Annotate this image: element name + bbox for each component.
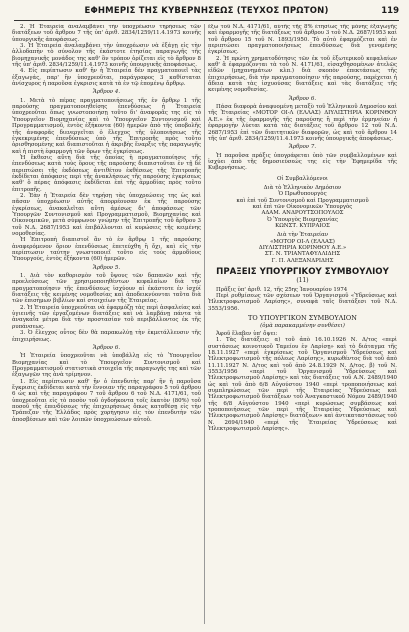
article-heading: Ἄρθρον 6. xyxy=(92,344,121,351)
signature-line: καὶ ἐπὶ τοῦ Συντονισμοῦ καὶ Προγραμματισμοῦ xyxy=(236,197,369,204)
right-column xyxy=(208,24,397,628)
signatory-name: Γ. Π. ΑΛΕΞΑΝΔΡΙΔΗΣ xyxy=(271,257,334,264)
page-number: 119 xyxy=(381,6,399,16)
paragraph: 1. Εἰς περίπτωσιν καθ' ἣν ὁ ἐπενδυτὴς παρ' ἣν ἡ παροῦσα ἔγκρισις ἐκδίδεται κατὰ τὴν ἔννοιαν τῆς παραγράφου 5 τοῦ ἄρθρου 6 ὡς καὶ τῆς παραγράφου 7 τοῦ ἄρθρου 6 τοῦ Ν.Δ. 4171/61, τοῦ ὑποχρεοῦται εἰς τὸ ποσὸν τοῦ ὀγδοήκοντα τοῖς ἑκατὸν (80%) τοῦ ποσοῦ τῆς ἐπενδύσεως τῆς ἐπιχειρήσεως ὅπως καταθέσῃ εἰς τὴν Τράπεζαν τῆς Ἑλλάδος πρὸς χορήγησιν εἰς τὸν ἐπενδυτὴν τῶν ἀποσβέσεων καὶ τῶν λοιπῶν ὑποχρεώσεων αὐτοῦ. xyxy=(12,378,201,423)
paragraph: Ἀφοῦ ἔλαβεν ὑπ' ὄψει: xyxy=(216,330,278,337)
section-number: (11) xyxy=(296,277,309,285)
paragraph: Ἡ Ἐπιτροπὴ διαπιστοῖ ἂν τὸ ἐν ἄρθρῳ 1 τῆς παρούσης ἀναφερόμενον ὅριον ἐπενδύσεως ἐπετεύχθη ἢ ὄχι, καὶ εἰς τὴν περίπτωσιν ταύτην γνωστοποιεῖ τοῦτο εἰς τοὺς ἁρμοδίους Ὑπουργούς, ἐντὸς ἑξήκοντα (60) ἡμερῶν. xyxy=(12,237,201,263)
paragraph: Πρᾶξις ὑπ' ἀριθ. 12, τῆς 25ης Ἰανουαρίου 1974 xyxy=(216,286,348,293)
page-header xyxy=(14,6,399,21)
paragraph: Περὶ ρυθμίσεως τῶν σχέσεων τοῦ Ὀργανισμοῦ «Ὑδρεύσεως καὶ Ἠλεκτροφωτισμοῦ Λαρίσης», συναφὰ ταῖς διατάξεσι τοῦ Ν.Δ. 3553/1956. xyxy=(208,293,397,312)
signatories-heading: Οἱ Συμβαλλόμενοι xyxy=(276,175,329,182)
signatory-name: ΣΤ. Ν. ΤΡΙΑΝΤΑΦΥΛΛΙΔΗΣ xyxy=(264,251,341,258)
signatory-name: ΑΔΑΜ. ΑΝΔΡΟΥΤΣΟΠΟΥΛΟΣ xyxy=(261,210,344,217)
paragraph: 2. Ἡ Ἑταιρεία ὑποχρεοῦται νὰ ἐφαρμόζῃ τὰς περὶ ἀσφαλείας καὶ ὑγιεινῆς τῶν ἐργαζομένων διατάξεις καὶ νὰ λαμβάνῃ πάντα τὰ ἀναγκαῖα μέτρα διὰ τὴν προστασίαν τοῦ περιβάλλοντος ἐκ τῆς ρυπάνσεως. xyxy=(12,304,201,330)
column-divider xyxy=(204,24,205,624)
paragraph: Ἡ ἔκθεσις αὕτη διὰ τῆς ὁποίας ἡ πραγματοποίησις τῆς ἐπενδύσεως κατὰ τοὺς ὅρους τῆς παρούσης διαπιστοῦται ἐν τῇ δὲ περιπτώσει τῆς ἐκδόσεως ἀντιθέτου ἐκθέσεως τῆς Ἐπιτροπῆς ἐκδίδεται ἀπόφασις περὶ τῆς ἀνακλήσεως τῆς παρούσης ἐγκρίσεως καθ' ὃ πέρας ἀπόφασις ἐκδίδεται ἐπὶ τῆς ἀρμοδίας πρὸς τοῦτο ἐπιτροπῆς. xyxy=(12,154,201,193)
article-heading: Ἄρθρον 4. xyxy=(92,89,121,96)
paragraph: 4. Εἰς περίπτωσιν καθ' ἣν ἡ Ἑταιρεία δὲν πραγματοποιεῖ τὰς ἐξαγωγάς, παρ' ἣν ὑποχρεοῦται, παράγραφος 3 καθίσταται ἀνίσχυρος ἡ παροῦσα ἐγκρισις κατὰ τὰ ἐν τῷ ἐπομένῳ ἄρθρῳ. xyxy=(12,68,201,88)
board-subheading: (ὁμὰ παρακαμμένην συνθέσει) xyxy=(260,322,345,329)
paragraph: 1. Μετὰ τὸ πέρας πραγματοποιήσεως τῆς ἐν ἄρθρῳ 1 τῆς παρούσης πραγματοποιηθείσης ἐπενδύσεως ἡ Ἑταιρεία ὑποχρεοῦται ὅπως γνωστοποιήσῃ τοῦτο δι' ἀναφορᾶς της εἰς τὸ Ὑπουργεῖον Βιομηχανίας καὶ τὸ Ὑπουργεῖον Συντονισμοῦ καὶ Προγραμματισμοῦ, ἐντὸς ἑξήκοντα (60) ἡμερῶν ἀπὸ τῆς ὑποβολῆς τῆς ἀναφορᾶς διενεργεῖται ὁ ἔλεγχος τῆς ὑλοποιήσεως τῆς ἐγκεκριμένης ἐπενδύσεως ὑπὸ τῆς Ἐπιτροπῆς πρὸς τοῦτο ὁρισθησομένης καὶ διαπιστοῦται ἡ ἀκριβὴς ἔναρξις τῆς παραγωγῆς καὶ ἡ πιστὴ ἐφαρμογὴ τῶν ὅρων τῆς ἐγκρίσεως. xyxy=(12,97,201,155)
signature-line: Ὁ Ὑπουργὸς Βιομηχανίας xyxy=(267,216,338,223)
paragraph: Ἡ παροῦσα πράξις ὑπογράφεται ὑπὸ τῶν συμβαλλομένων καὶ ἰσχύει ἀπὸ τῆς δημοσιεύσεώς της εἰς τὴν Ἐφημερίδα τῆς Κυβερνήσεως. xyxy=(208,152,397,172)
signature-line: «ΜΟΤΟΡ ΟΙ-Λ (ΕΛΛΑΣ) xyxy=(270,238,335,245)
signature-line: καὶ ἐπὶ τῶν Οἰκονομικῶν Ὑπουργὸς xyxy=(252,203,353,210)
paragraph: 3. Ἡ Ἑταιρεία ἀναλαμβάνει τὴν ὑποχρέωσιν νὰ ἐξάγῃ εἰς τὴν ἀλλοδαπὴν τὸ σύνολον τῆς ἐκάστοτε ἐτησίας παραγωγῆς τῆς βιομηχανικῆς μονάδος της καθ' ὃν τρόπον ὁρίζεται εἰς τὸ ἄρθρον 8 τῆς ὑπ' ἀριθ. 2834/1259/11.4.1973 κοινῆς ὑπουργικῆς ἀποφάσεως. xyxy=(12,43,201,69)
paragraph: 2. Ἐὰν ἡ Ἑταιρεία δὲν τηρήσῃ τὰς ὑποχρεώσεις της ὡς καὶ πᾶσαν ὑποχρέωσιν αὐτῆς ἀπορρέουσαν ἐκ τῆς παρούσης ἐγκρίσεως, ἀνακαλεῖται αὕτη ἀμέσως δι' ἀποφάσεως τῶν Ὑπουργῶν Συντονισμοῦ καὶ Προγραμματισμοῦ, Βιομηχανίας καὶ Οἰκονομικῶν, μετὰ σύμφωνον γνώμην τῆς Ἐπιτροπῆς τοῦ ἄρθρου 3 τοῦ Ν.Δ. 2687/1953 καὶ ἐπιβάλλονται αἱ κυρώσεις τῆς κειμένης νομοθεσίας. xyxy=(12,192,201,237)
paragraph: Ἡ Ἑταιρεία ὑποχρεοῦται νὰ ὑποβάλλῃ εἰς τὸ Ὑπουργεῖον Βιομηχανίας καὶ τὸ Ὑπουργεῖον Συντονισμοῦ καὶ Προγραμματισμοῦ στατιστικὰ στοιχεῖα τῆς παραγωγῆς της καὶ τῶν ἐξαγωγῶν της ἀνὰ τρίμηνον. xyxy=(12,353,201,379)
gazette-title: ΕΦΗΜΕΡΙΣ ΤΗΣ ΚΥΒΕΡΝΗΣΕΩΣ (ΤΕΥΧΟΣ ΠΡΩΤΟΝ) xyxy=(84,6,329,16)
signature-line: Διὰ τὸ Ἑλληνικὸν Δημόσιον xyxy=(263,184,342,191)
signature-line: ΔΙΥΛΙΣΤΗΡΙΑ ΚΟΡΙΝΘΟΥ Α.Ε.» xyxy=(258,245,347,251)
paragraph: 2. Ἡ Ἑταιρεία ἀναλαμβάνει τὴν ὑποχρέωσιν τηρήσεως τῶν διατάξεων τοῦ ἄρθρου 7 τῆς ὑπ' ἀριθ. 2834/1259/11.4.1973 κοινῆς ὑπουργικῆς ἀποφάσεως. xyxy=(12,24,201,43)
paragraph: 1. Διὰ τὸν καθορισμὸν τοῦ ὕψους τῶν δαπανῶν καὶ τῆς προελεύσεως τῶν χρησιμοποιηθέντων κεφαλαίων διὰ τὴν πραγματοποίησιν τῆς ἐπενδύσεως ἰσχύουν αἱ ἐκάστοτε ἐν ἰσχύϊ διατάξεις τῆς κειμένης νομοθεσίας καὶ ἀποδεικνύονται ταῦτα διὰ τῶν ἐπισήμων βιβλίων καὶ στοιχείων τῆς Ἑταιρείας. xyxy=(12,273,201,305)
signature-line: Διὰ τὴν Ἑταιρείαν xyxy=(276,232,329,239)
article-heading: Ἄρθρον 7. xyxy=(288,144,317,151)
paragraph: 3. Ὁ ἔλεγχος οὗτος δὲν θὰ παρακωλύῃ τὴν ἐκμετάλλευσιν τῆς ἐπιχειρήσεως. xyxy=(12,330,201,343)
section-title: ΠΡΑΞΕΙΣ ΥΠΟΥΡΓΙΚΟΥ ΣΥΜΒΟΥΛΙΟΥ xyxy=(216,267,389,278)
paragraph: Πάσα διαφορὰ ἀναφυομένη μεταξὺ τοῦ Ἑλληνικοῦ Δημοσίου καὶ τῆς Ἑταιρείας «ΜΟΤΟΡ ΟΙ-Λ (ΕΛΛΑΣ) ΔΙΥΛΙΣΤΗΡΙΑ ΚΟΡΙΝΘΟΥ Α.Ε.» ἐκ τῆς ἐφαρμογῆς τῆς παρούσης ἢ περὶ τὴν ἑρμηνείαν ἡ ἐφαρμογὴν λύεται κατὰ τὰς διατάξεις τοῦ ἄρθρου 12 τοῦ Ν.Δ. 2687/1953 ἐπὶ τῶν διαιτητικῶν διαφορῶν, ὡς καὶ τοῦ ἄρθρου 14 τῆς ὑπ' ἀριθ. 2834/1259/11.4.1973 κοινῆς ὑπουργικῆς ἀποφάσεως. xyxy=(208,104,397,142)
paragraph: 2. Ἡ πρώτη χρηματοδότησις τῶν ἐκ τοῦ ἐξωτερικοῦ κεφαλαίων καθ' ἃ ἐφαρμόζονται τὰ τοῦ Ν. 4171/61, εἰσαχθησομένων ἀτελῶς εἰδῶν (μηχανημάτων κλπ.) διὰ σκοπὸν ἐπεκτάσεως τῆς ἐπιχειρήσεως, διὰ τὴν πραγματοποίησιν τῆς παρούσης, παρέχεται ἡ ἄδεια κατὰ τὰς ἰσχυούσας διατάξεις καὶ τὰς διατάξεις τῆς κειμένης νομοθεσίας. xyxy=(208,55,397,94)
signatory-name: ΚΩΝΣΤ. ΚΥΠΡΑΙΟΣ xyxy=(275,222,330,229)
article-heading: Ἄρθρον 5. xyxy=(92,264,121,271)
paragraph: 1. Τὰς διατάξεις: α) τοῦ ἀπὸ 16.10.1926 Ν. Δ/τος «περὶ συστάσεως κοινοτικοῦ Ταμείου ἐν Λαρίσῃ» καὶ τὸ διάταγμα τῆς 18.11.1927 «περὶ ἐγκρίσεως τοῦ Ὀργανισμοῦ Ὑδρεύσεως καὶ Ἠλεκτροφωτισμοῦ τῆς πόλεως Λαρίσης», κυρωθέντος διὰ τοῦ ἀπὸ 11.11.1927 Ν. Δ/τος καὶ τοῦ ἀπὸ 24.8.1929 Ν. Δ/τος. β) τοῦ Ν. 3553/1956 «περὶ τοῦ Ὀργανισμοῦ Ὑδρεύσεως καὶ Ἠλεκτροφωτισμοῦ Λαρίσης» καὶ τὰς διατάξεις τοῦ Α.Ν. 2489/1940 ὡς καὶ τοῦ ἀπὸ 6/8 Αὐγούστου 1940 «περὶ τροποποιήσεως καὶ συμπληρώσεως τῶν περὶ τῆς Ἑταιρείας Ὑδρεύσεως καὶ Ἠλεκτροφωτισμοῦ διατάξεων τοῦ Ἀναγκαστικοῦ Νόμου 2489/1940 τῆς 6/8 Αὐγούστου 1940 «περὶ κυρώσεως συμβάσεως καὶ τροποποιήσεως τῶν περὶ τῆς Ἑταιρείας Ὑδρεύσεως καὶ Ἠλεκτροφωτισμοῦ Λαρίσης» διατάξεων» καὶ ἀντικαταστάσεως τοῦ Ν. 2694/1940 «περὶ τῆς Ἑταιρείας Ὑδρεύσεως καὶ Ἠλεκτροφωτισμοῦ Λαρίσης». xyxy=(208,337,397,432)
article-heading: Ἄρθρον 6. xyxy=(288,95,317,102)
signature-line: Ὁ Πρωθυπουργὸς xyxy=(278,191,327,198)
left-column xyxy=(12,24,201,628)
paragraph: ἔξω τοῦ Ν.Δ. 4171/61, αὐτῆς τῆς 8% ἐτησίως τῆς μόνης ἐξαγωγῆς καὶ ἐφαρμογῆς τῆς διατάξεως τοῦ ἄρθρου 3 τοῦ Ν.Δ. 2687/1953 καὶ τοῦ ἄρθρου 15 τοῦ Ν. 1893/1950. Τὸ αὐτὸ ἐφαρμόζεται καὶ ἐν περιπτώσει πραγματοποιήσεως ἐπενδύσεως διὰ γενομένης ἐγκρίσεως. xyxy=(208,24,397,56)
board-heading: ΤΟ ΥΠΟΥΡΓΙΚΟΝ ΣΥΜΒΟΥΛΙΟΝ xyxy=(248,314,357,323)
